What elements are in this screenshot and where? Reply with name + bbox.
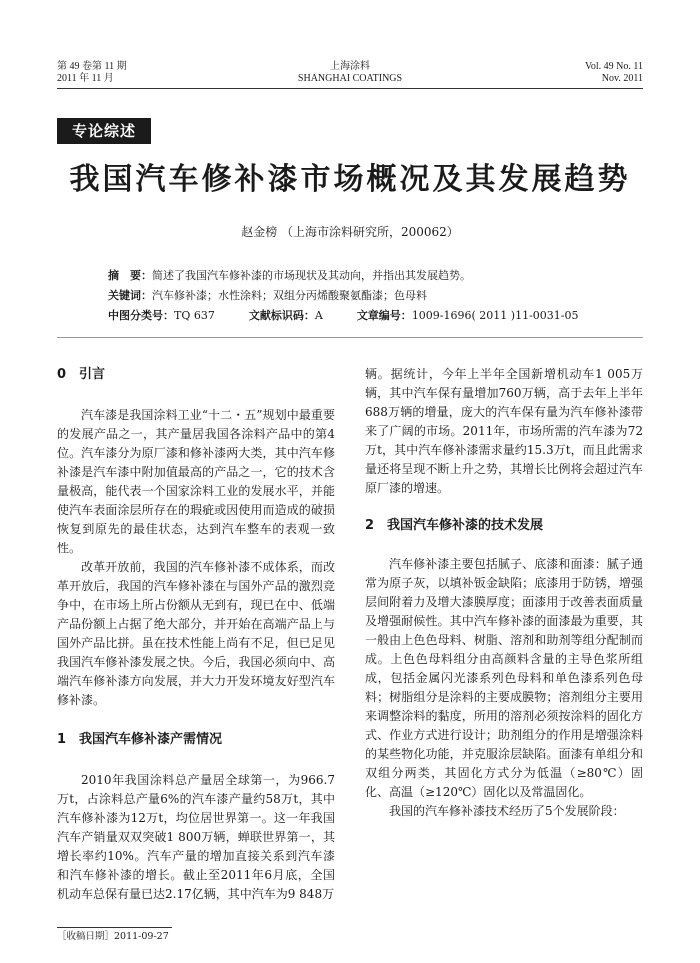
keywords-text: 汽车修补漆；水性涂料；双组分丙烯酸聚氨酯漆；色母料: [152, 289, 427, 302]
abstract-text: 简述了我国汽车修补漆的市场现状及其动向，并指出其发展趋势。: [152, 269, 471, 282]
journal-issue-info-en: [585, 61, 643, 85]
article-no-value: 1009-1696( 2011 )11-0031-05: [411, 309, 579, 322]
paragraph-continued: 辆。据统计，今年上半年全国新增机动车1 005万辆，其中汽车保有量增加760万辆，高于去年上半年688万辆的增量，庞大的汽车保有量为汽车修补漆带来了广阔的市场。2011年，市场所需的汽车漆为72万t，其中汽车修补漆需求量约15.3万t，而且此需求量还将呈现不断上升之势，其增长比例将会超过汽车原厂漆的增速。: [365, 367, 643, 495]
volume-issue-en: Vol. 49 No. 11: [584, 61, 643, 72]
right-column: [365, 365, 643, 821]
abstract-label: 摘 要：: [108, 269, 152, 282]
paragraph: 我国的汽车修补漆技术经历了5个发展阶段：: [389, 804, 625, 818]
classification-row: [108, 306, 638, 326]
section-badge: 专论综述: [57, 118, 151, 144]
journal-name-cn: 上海涂料: [330, 61, 370, 72]
doc-code-label: 文献标识码：: [248, 309, 315, 322]
issue-date-en: Nov. 2011: [601, 73, 643, 84]
journal-name-en: SHANGHAI COATINGS: [297, 73, 403, 84]
paragraph: 改革开放前，我国的汽车修补漆不成体系，而改革开放后，我国的汽车修补漆在与国外产品的激烈竞争中，在市场上所占份额从无到有，现已在中、低端产品份额上占据了绝大部分，并开始在高端产品上与国外产品比拼。虽在技术性能上尚有不足，但已足见我国汽车修补漆发展之快。今后，我国必须向中、高端汽车修补漆方向发展，并大力开发环境友好型汽车修补漆。: [57, 560, 335, 707]
article-title: 我国汽车修补漆市场概况及其发展趋势: [69, 162, 631, 197]
section-heading-supply-demand: 1 我国汽车修补漆产需情况: [57, 732, 223, 747]
header-divider: [57, 88, 643, 89]
issue-date: 2011 年 11 月: [57, 73, 114, 84]
paragraph: 2010年我国涂料总产量居全球第一，为966.7万t，占涂料总产量6%的汽车漆产量约58万t，其中汽车修补漆为12万t，均位居世界第一。这一年我国汽车产销量双双突破1 800万辆，蝉联世界第一，其增长率约10%。汽车产量的增加直接关系到汽车漆和汽车修补漆的增长。截止至2011年6月底，全国机动车总保有量已达2.17亿辆，其中汽车为9 848万: [57, 773, 335, 901]
keywords: [108, 286, 638, 306]
received-date-footnote: ［收稿日期］2011-09-27: [57, 931, 169, 942]
author-affiliation: 赵金榜 （上海市涂料研究所，200062）: [241, 225, 459, 239]
section-heading-intro: 0 引言: [57, 367, 106, 382]
left-column: [57, 365, 335, 904]
volume-issue: 第 49 卷第 11 期: [57, 61, 127, 72]
keywords-label: 关键词：: [108, 289, 152, 302]
doc-code-value: A: [314, 309, 323, 322]
paragraph: 汽车漆是我国涂料工业“十二・五”规划中最重要的发展产品之一，其产量居我国各涂料产品中的第4位。汽车漆分为原厂漆和修补漆两大类，其中汽车修补漆是汽车漆中附加值最高的产品之一，它的技术含量极高，能代表一个国家涂料工业的发展水平，并能使汽车表面涂层所存在的瑕疵或因使用而造成的破损恢复到原先的最佳状态，达到汽车整车的表观一致性。: [57, 408, 335, 555]
article-no-label: 文章编号：: [356, 309, 412, 322]
clc-label: 中图分类号：: [108, 309, 174, 322]
abstract-summary: [108, 266, 638, 286]
footnote-divider: [57, 927, 172, 928]
abstract-divider: [57, 337, 643, 338]
clc-value: TQ 637: [174, 309, 215, 322]
paragraph: 汽车修补漆主要包括腻子、底漆和面漆：腻子通常为原子灰，以填补钣金缺陷；底漆用于防锈，增强层间附着力及增大漆膜厚度；面漆用于改善表面质量及增强耐候性。其中汽车修补漆的面漆最为重要，其一般由上色色母料、树脂、溶剂和助剂等组分配制而成。上色色母料组分由高颜料含量的主导色浆所组成，包括金属闪光漆系列色母料和单色漆系列色母料；树脂组分是涂料的主要成膜物；溶剂组分主要用来调整涂料的黏度，所用的溶剂必须按涂料的固化方式、作业方式进行设计；助剂组分的作用是增强涂料的某些物化功能，并克服涂层缺陷。面漆有单组分和双组分两类，其固化方式分为低温（≥80℃）固化、高温（≥120℃）固化以及常温固化。: [365, 557, 643, 799]
abstract-block: [108, 266, 638, 326]
section-heading-tech-development: 2 我国汽车修补漆的技术发展: [365, 518, 544, 533]
